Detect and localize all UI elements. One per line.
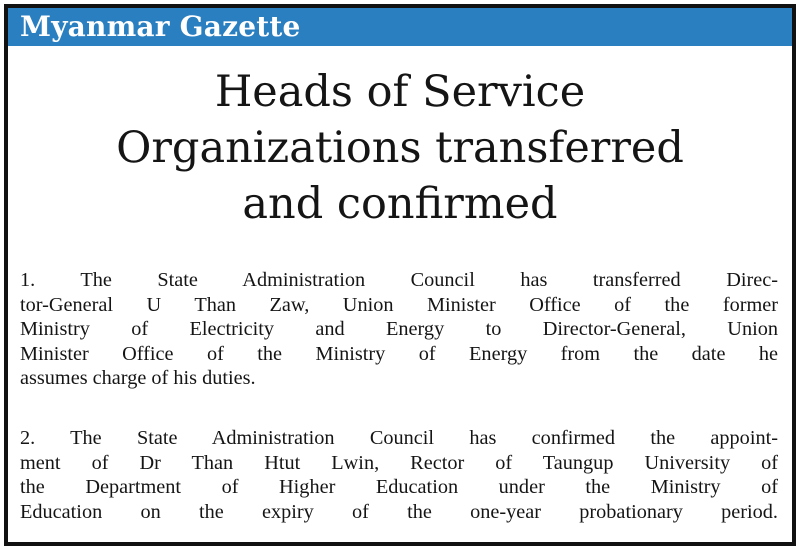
article-paragraph-2: [20, 426, 778, 524]
headline-line: Heads of Service: [214, 67, 586, 117]
paragraph-line: Education on the expiry of the one-year probationary period.: [20, 500, 778, 523]
article-headline: [8, 64, 792, 232]
paragraph-line: ment of Dr Than Htut Lwin, Rector of Taungup University of: [20, 451, 778, 474]
paragraph-line: Ministry of Electricity and Energy to Director-General, Union: [20, 318, 778, 340]
article-paragraph-1: [20, 268, 778, 391]
paragraph-line: the Department of Higher Education under the Ministry of: [20, 476, 778, 498]
paragraph-line: 2. The State Administration Council has confirmed the appoint-: [20, 427, 778, 449]
paragraph-line: tor-General U Than Zaw, Union Minister Office of the former: [20, 293, 778, 316]
headline-line: and confirmed: [242, 179, 558, 229]
paragraph-line: 1. The State Administration Council has transferred Direc-: [20, 269, 778, 291]
masthead-bar: [8, 8, 792, 46]
paragraph-line: assumes charge of his duties.: [20, 367, 256, 389]
headline-line: Organizations transferred: [116, 123, 684, 173]
masthead-title: Myanmar Gazette: [20, 10, 301, 43]
paragraph-line: Minister Office of the Ministry of Energy from the date he: [20, 342, 778, 365]
gazette-clipping: [4, 4, 796, 546]
